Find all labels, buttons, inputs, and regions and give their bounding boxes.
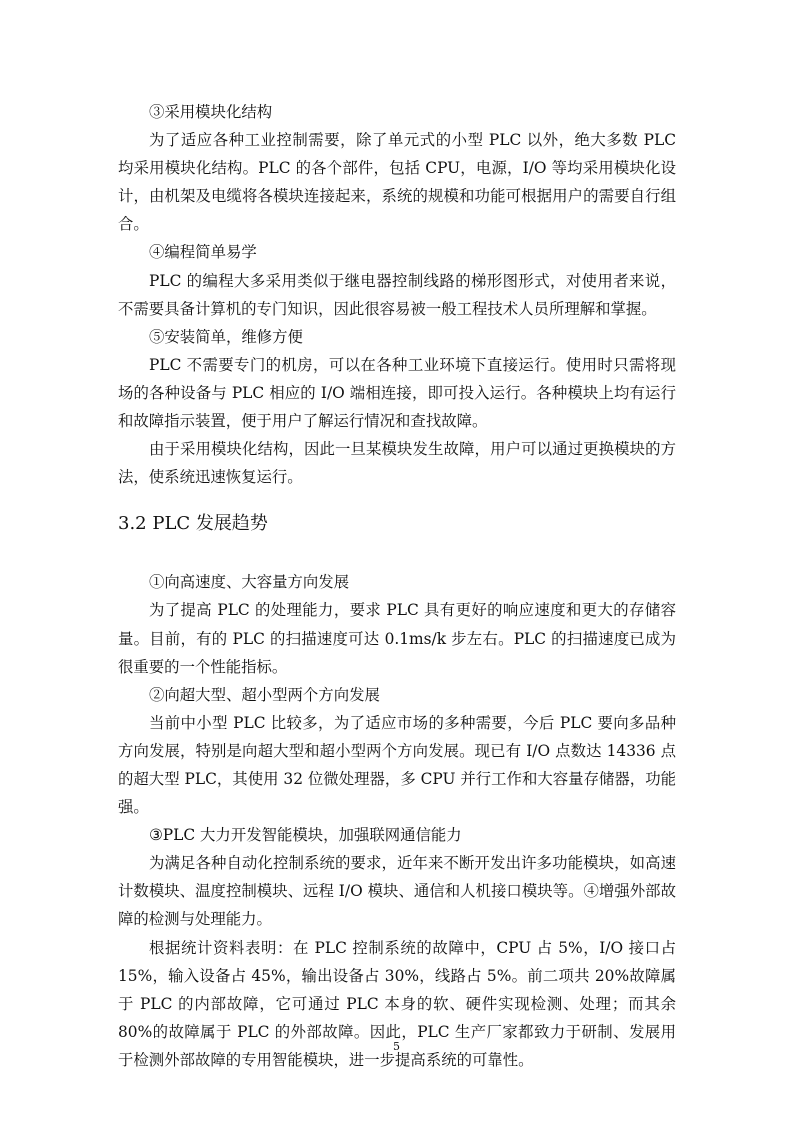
page-number: 5 [393,1040,400,1053]
item-title-large-small: ②向超大型、超小型两个方向发展 [149,685,380,704]
paragraph-smart-modules: 为满足各种自动化控制系统的要求，近年来不断开发出许多功能模块，如高速计数模块、温度控制模块、远程 I/O 模块、通信和人机接口模块等。④增强外部故障的检测与处理能力。 [118,854,676,929]
paragraph-large-small: 当前中小型 PLC 比较多，为了适应市场的多种需要，今后 PLC 要向多品种方向发展，特别是向超大型和超小型两个方向发展。现已有 I/O 点数达 14336 点的超大型 PLC，其使用 32 位微处理器，多 CPU 并行工作和大容量存储器，功能强。 [118,713,676,817]
paragraph-fault-statistics: 根据统计资料表明：在 PLC 控制系统的故障中，CPU 占 5%，I/O 接口占 15%，输入设备占 45%，输出设备占 30%，线路占 5%。前二项共 20%故障属于 PLC 的内部故障，它可通过 PLC 本身的软、硬件实现检测、处理；而其余 80%的故障属于 PLC 的外部故障。因此，PLC 生产厂家都致力于研制、发展用于检测外部故障的专用智能模块，进一步提高系统的可靠性。 [118,938,676,1069]
item-title-smart-modules: ③PLC 大力开发智能模块，加强联网通信能力 [149,826,462,845]
paragraph-module-replacement: 由于采用模块化结构，因此一旦某模块发生故障，用户可以通过更换模块的方法，使系统迅速恢复运行。 [118,440,676,487]
paragraph-modular-structure: 为了适应各种工业控制需要，除了单元式的小型 PLC 以外，绝大多数 PLC 均采用模块化结构。PLC 的各个部件，包括 CPU，电源，I/O 等均采用模块化设计，由机架及电缆将各模块连接起来，系统的规模和功能可根据用户的需要自行组合。 [118,131,676,234]
item-title-modular-structure: ③采用模块化结构 [149,103,273,121]
paragraph-easy-install: PLC 不需要专门的机房，可以在各种工业环境下直接运行。使用时只需将现场的各种设备与 PLC 相应的 I/O 端相连接，即可投入运行。各种模块上均有运行和故障指示装置，便于用户了解运行情况和查找故障。 [118,355,676,431]
item-title-high-speed: ①向高速度、大容量方向发展 [149,573,350,592]
page-content [118,98,676,1074]
item-title-easy-install: ⑤安装简单，维修方便 [149,327,303,346]
paragraph-easy-programming: PLC 的编程大多采用类似于继电器控制线路的梯形图形式，对使用者来说，不需要具备计算机的专门知识，因此很容易被一般工程技术人员所理解和掌握。 [118,271,676,318]
paragraph-high-speed: 为了提高 PLC 的处理能力，要求 PLC 具有更好的响应速度和更大的存储容量。目前，有的 PLC 的扫描速度可达 0.1ms/k 步左右。PLC 的扫描速度已成为很重要的一个性能指标。 [118,601,676,676]
section-heading-plc-trends: 3.2 PLC 发展趋势 [118,513,268,535]
item-title-easy-programming: ④编程简单易学 [149,243,257,262]
